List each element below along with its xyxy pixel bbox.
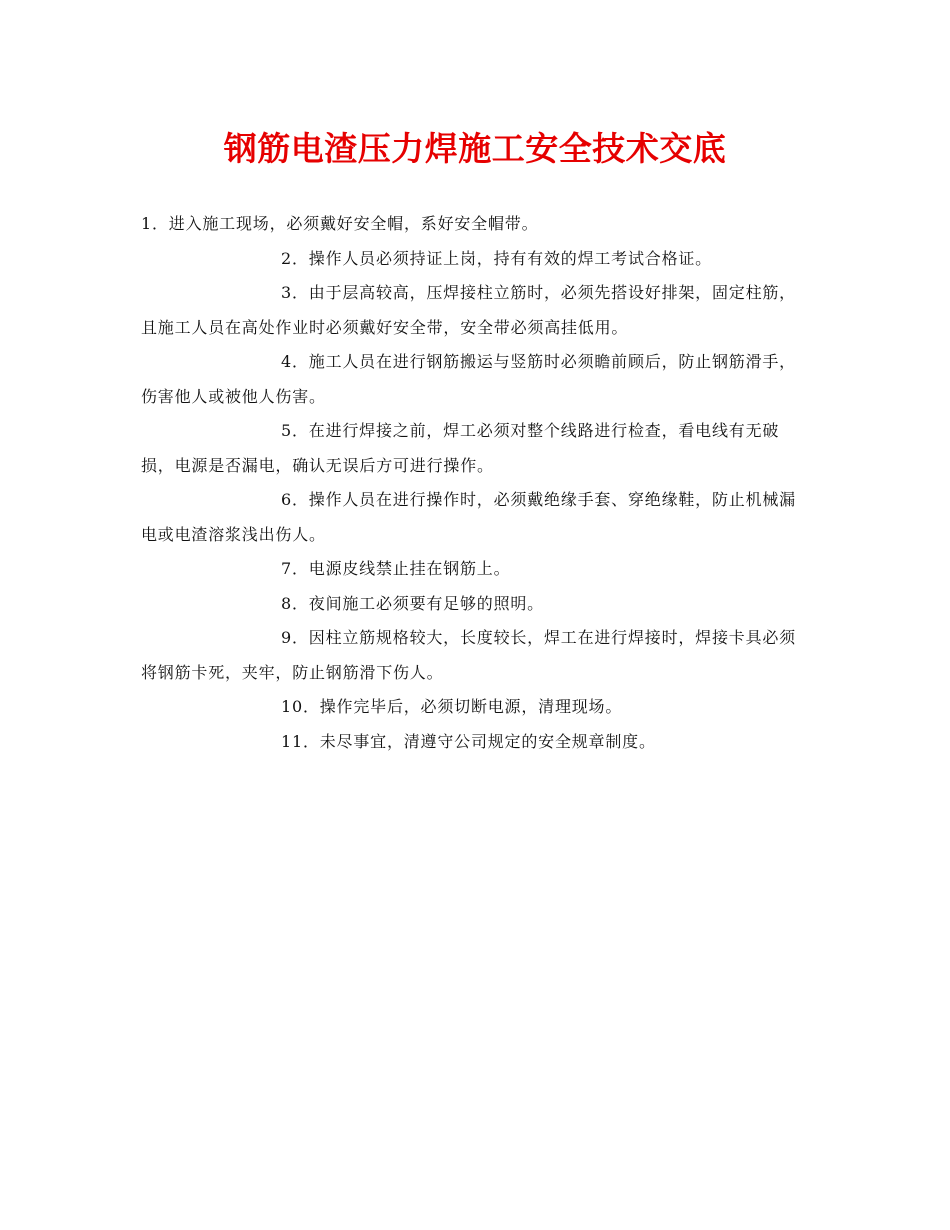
- list-item-4: 4．施工人员在进行钢筋搬运与竖筋时必须瞻前顾后，防止钢筋滑手，伤害他人或被他人伤害。: [141, 352, 796, 406]
- list-item-11: 11．未尽事宜，清遵守公司规定的安全规章制度。: [281, 731, 656, 751]
- page-title: 钢筋电渣压力焊施工安全技术交底: [223, 129, 727, 168]
- list-item-1: 1．进入施工现场，必须戴好安全帽，系好安全帽带。: [141, 214, 539, 233]
- list-item-3: 3．由于层高较高，压焊接柱立筋时，必须先搭设好排架，固定柱筋，且施工人员在高处作业时必须戴好安全带，安全带必须高挂低用。: [141, 283, 796, 337]
- list-item-2: 2．操作人员必须持证上岗，持有有效的焊工考试合格证。: [281, 248, 712, 268]
- document-body: [141, 207, 811, 759]
- list-item-7: 7．电源皮线禁止挂在钢筋上。: [281, 559, 511, 578]
- list-item-6: 6．操作人员在进行操作时，必须戴绝缘手套、穿绝缘鞋，防止机械漏电或电渣溶浆浅出伤人。: [141, 490, 796, 544]
- list-item-5: 5．在进行焊接之前，焊工必须对整个线路进行检查，看电线有无破损，电源是否漏电，确认无误后方可进行操作。: [141, 421, 780, 475]
- list-item-9: 9．因柱立筋规格较大，长度较长，焊工在进行焊接时，焊接卡具必须将钢筋卡死，夹牢，防止钢筋滑下伤人。: [141, 628, 796, 682]
- list-item-10: 10．操作完毕后，必须切断电源，清理现场。: [281, 697, 623, 716]
- list-item-8: 8．夜间施工必须要有足够的照明。: [281, 593, 544, 613]
